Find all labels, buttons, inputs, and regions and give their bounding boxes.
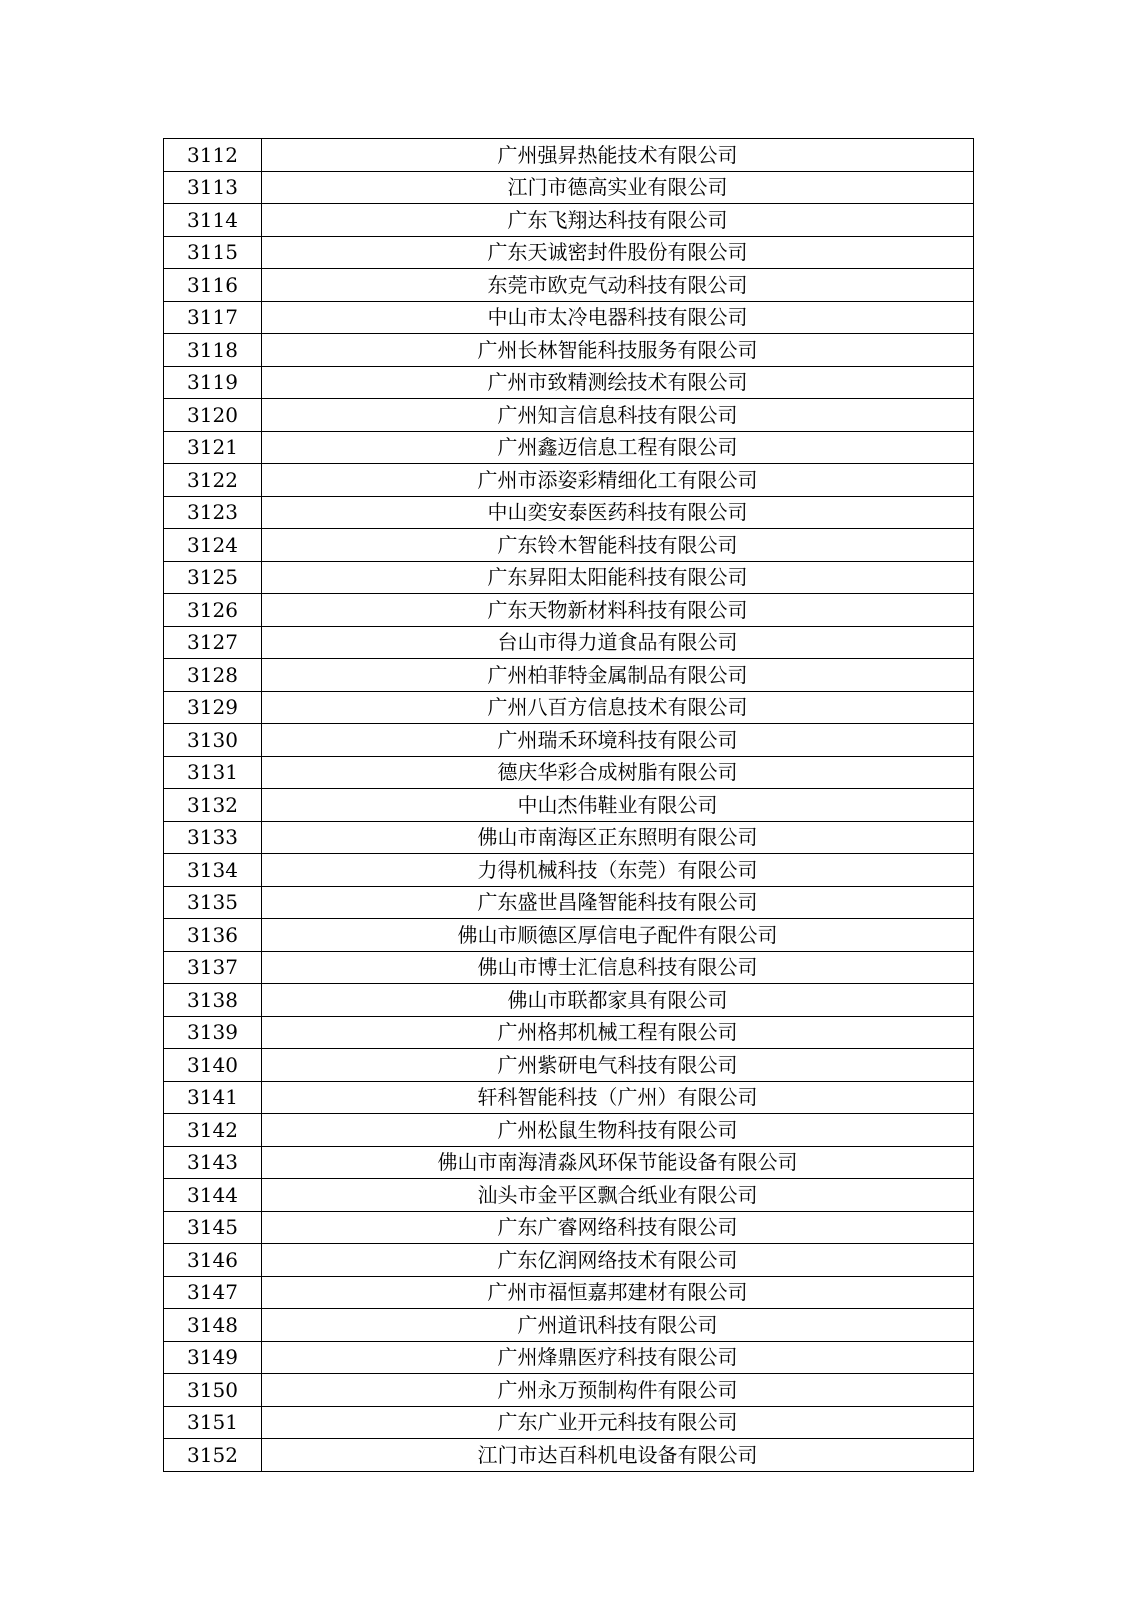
row-number-cell: 3134 [164,854,262,887]
company-name-cell: 佛山市南海区正东照明有限公司 [262,821,974,854]
table-row [164,1114,974,1147]
company-name-cell: 广东天诚密封件股份有限公司 [262,236,974,269]
table-row [164,366,974,399]
table-row [164,1374,974,1407]
table-row [164,821,974,854]
row-number-cell: 3130 [164,724,262,757]
row-number-cell: 3121 [164,431,262,464]
company-name-cell: 广州瑞禾环境科技有限公司 [262,724,974,757]
table-row [164,1439,974,1472]
table-row [164,204,974,237]
row-number-cell: 3133 [164,821,262,854]
row-number-cell: 3137 [164,951,262,984]
row-number-cell: 3124 [164,529,262,562]
table-row [164,984,974,1017]
company-name-cell: 广州松鼠生物科技有限公司 [262,1114,974,1147]
company-name-cell: 广东亿润网络技术有限公司 [262,1244,974,1277]
row-number-cell: 3148 [164,1309,262,1342]
table-row [164,301,974,334]
row-number-cell: 3116 [164,269,262,302]
table-row [164,626,974,659]
company-name-cell: 汕头市金平区飘合纸业有限公司 [262,1179,974,1212]
row-number-cell: 3139 [164,1016,262,1049]
company-name-cell: 广州长林智能科技服务有限公司 [262,334,974,367]
company-name-cell: 佛山市联都家具有限公司 [262,984,974,1017]
row-number-cell: 3138 [164,984,262,1017]
row-number-cell: 3150 [164,1374,262,1407]
table-row [164,1016,974,1049]
row-number-cell: 3117 [164,301,262,334]
row-number-cell: 3135 [164,886,262,919]
company-name-cell: 广州永万预制构件有限公司 [262,1374,974,1407]
row-number-cell: 3128 [164,659,262,692]
row-number-cell: 3114 [164,204,262,237]
company-name-cell: 广州市致精测绘技术有限公司 [262,366,974,399]
row-number-cell: 3140 [164,1049,262,1082]
company-name-cell: 广州鑫迈信息工程有限公司 [262,431,974,464]
row-number-cell: 3129 [164,691,262,724]
table-row [164,594,974,627]
row-number-cell: 3123 [164,496,262,529]
table-row [164,919,974,952]
company-name-cell: 广州市添姿彩精细化工有限公司 [262,464,974,497]
company-name-cell: 广州烽鼎医疗科技有限公司 [262,1341,974,1374]
row-number-cell: 3126 [164,594,262,627]
row-number-cell: 3120 [164,399,262,432]
company-name-cell: 江门市德高实业有限公司 [262,171,974,204]
table-row [164,1309,974,1342]
row-number-cell: 3147 [164,1276,262,1309]
table-row [164,1211,974,1244]
row-number-cell: 3141 [164,1081,262,1114]
row-number-cell: 3151 [164,1406,262,1439]
table-row [164,529,974,562]
table-row [164,1049,974,1082]
company-name-cell: 江门市达百科机电设备有限公司 [262,1439,974,1472]
company-name-cell: 广州市福恒嘉邦建材有限公司 [262,1276,974,1309]
row-number-cell: 3149 [164,1341,262,1374]
row-number-cell: 3122 [164,464,262,497]
row-number-cell: 3146 [164,1244,262,1277]
company-name-cell: 力得机械科技（东莞）有限公司 [262,854,974,887]
row-number-cell: 3142 [164,1114,262,1147]
row-number-cell: 3125 [164,561,262,594]
table-row [164,951,974,984]
table-row [164,496,974,529]
row-number-cell: 3118 [164,334,262,367]
table-row [164,1179,974,1212]
company-name-cell: 广州强昇热能技术有限公司 [262,139,974,172]
row-number-cell: 3144 [164,1179,262,1212]
company-name-cell: 台山市得力道食品有限公司 [262,626,974,659]
table-row [164,1406,974,1439]
company-list-table [163,138,974,1472]
company-name-cell: 广州柏菲特金属制品有限公司 [262,659,974,692]
company-name-cell: 广东昇阳太阳能科技有限公司 [262,561,974,594]
company-name-cell: 佛山市顺德区厚信电子配件有限公司 [262,919,974,952]
table-row [164,171,974,204]
table-row [164,756,974,789]
company-name-cell: 中山杰伟鞋业有限公司 [262,789,974,822]
table-row [164,1244,974,1277]
row-number-cell: 3143 [164,1146,262,1179]
row-number-cell: 3136 [164,919,262,952]
company-name-cell: 佛山市博士汇信息科技有限公司 [262,951,974,984]
row-number-cell: 3127 [164,626,262,659]
company-name-cell: 广州紫研电气科技有限公司 [262,1049,974,1082]
table-row [164,431,974,464]
company-name-cell: 广州八百方信息技术有限公司 [262,691,974,724]
row-number-cell: 3119 [164,366,262,399]
row-number-cell: 3112 [164,139,262,172]
company-name-cell: 轩科智能科技（广州）有限公司 [262,1081,974,1114]
table-row [164,659,974,692]
table-row [164,1146,974,1179]
company-name-cell: 广东天物新材料科技有限公司 [262,594,974,627]
table-row [164,236,974,269]
company-name-cell: 佛山市南海清淼风环保节能设备有限公司 [262,1146,974,1179]
table-row [164,886,974,919]
table-row [164,854,974,887]
row-number-cell: 3145 [164,1211,262,1244]
company-name-cell: 广东盛世昌隆智能科技有限公司 [262,886,974,919]
company-name-cell: 广州知言信息科技有限公司 [262,399,974,432]
row-number-cell: 3152 [164,1439,262,1472]
company-name-cell: 德庆华彩合成树脂有限公司 [262,756,974,789]
company-name-cell: 广东广睿网络科技有限公司 [262,1211,974,1244]
row-number-cell: 3132 [164,789,262,822]
table-row [164,789,974,822]
table-row [164,139,974,172]
company-name-cell: 广东飞翔达科技有限公司 [262,204,974,237]
company-name-cell: 广东广业开元科技有限公司 [262,1406,974,1439]
table-row [164,464,974,497]
table-row [164,561,974,594]
table-row [164,724,974,757]
company-name-cell: 东莞市欧克气动科技有限公司 [262,269,974,302]
table-row [164,269,974,302]
table-row [164,1276,974,1309]
company-name-cell: 中山奕安泰医药科技有限公司 [262,496,974,529]
company-name-cell: 广东铃木智能科技有限公司 [262,529,974,562]
table-row [164,1081,974,1114]
company-name-cell: 广州格邦机械工程有限公司 [262,1016,974,1049]
company-name-cell: 广州道讯科技有限公司 [262,1309,974,1342]
table-row [164,1341,974,1374]
table-row [164,334,974,367]
row-number-cell: 3113 [164,171,262,204]
row-number-cell: 3131 [164,756,262,789]
table-row [164,399,974,432]
row-number-cell: 3115 [164,236,262,269]
table-body [164,139,974,1472]
company-name-cell: 中山市太冷电器科技有限公司 [262,301,974,334]
table-row [164,691,974,724]
